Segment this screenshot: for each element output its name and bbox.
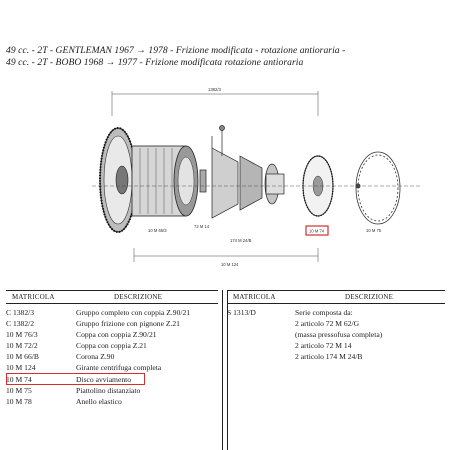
row-code: C 1382/3 bbox=[6, 308, 35, 317]
row-description: Piattolino distanziato bbox=[76, 386, 141, 395]
label-highlighted-part: 10 M 74 bbox=[309, 228, 325, 234]
row-code: 10 M 74 bbox=[6, 375, 32, 384]
table-top-rule bbox=[227, 290, 445, 291]
label-bottom-dimension: 10 M 124 bbox=[221, 262, 239, 267]
header-line-bobo: 49 cc. - 2T - BOBO 1968 → 1977 - Frizione modificata rotazione antioraria bbox=[6, 57, 304, 68]
row-code: 10 M 75 bbox=[6, 386, 32, 395]
hub-part bbox=[265, 164, 284, 204]
row-code: S 1313/D bbox=[227, 308, 256, 317]
row-code: 10 M 66/B bbox=[6, 352, 39, 361]
row-description: Gruppo completo con coppia Z.90/21 bbox=[76, 308, 191, 317]
clutch-exploded-diagram bbox=[0, 76, 450, 276]
label-center-b: 174 M 24/B bbox=[230, 238, 252, 243]
row-description: (massa pressofusa completa) bbox=[295, 330, 383, 339]
table-top-rule bbox=[6, 290, 218, 291]
centrifugal-rotor-part bbox=[200, 126, 262, 219]
table-separator-left bbox=[222, 290, 223, 450]
row-description: Serie composta da: bbox=[295, 308, 353, 317]
row-description: Anello elastico bbox=[76, 397, 122, 406]
row-description: Disco avviamento bbox=[76, 375, 132, 384]
table-header-rule bbox=[227, 303, 445, 304]
ring-gear-part bbox=[100, 128, 136, 232]
bottom-dimension-line bbox=[134, 248, 318, 262]
header-line-gentleman: 49 cc. - 2T - GENTLEMAN 1967 → 1978 - Frizione modificata - rotazione antioraria - bbox=[6, 45, 346, 56]
row-code: 10 M 124 bbox=[6, 363, 36, 372]
table-header-rule bbox=[6, 303, 218, 304]
clutch-drum-part bbox=[132, 146, 198, 216]
row-description: 2 articolo 72 M 14 bbox=[295, 341, 352, 350]
label-center-a: 72 M 14 bbox=[194, 224, 210, 229]
row-description: Coppa con coppia Z.21 bbox=[76, 341, 147, 350]
row-code: 10 M 76/3 bbox=[6, 330, 38, 339]
circlip-part bbox=[356, 184, 361, 189]
table-row bbox=[227, 352, 445, 364]
label-top-dimension: 1382/3 bbox=[208, 87, 221, 92]
row-description: 2 articolo 174 M 24/B bbox=[295, 352, 363, 361]
row-description: Corona Z.90 bbox=[76, 352, 115, 361]
column-header-code: MATRICOLA bbox=[233, 293, 276, 301]
table-row bbox=[6, 397, 218, 409]
row-code: C 1382/2 bbox=[6, 319, 35, 328]
row-description: Coppa con coppia Z.90/21 bbox=[76, 330, 157, 339]
row-code: 10 M 78 bbox=[6, 397, 32, 406]
column-header-description: DESCRIZIONE bbox=[114, 293, 163, 301]
row-description: 2 articolo 72 M 62/G bbox=[295, 319, 360, 328]
row-description: Gruppo frizione con pignone Z.21 bbox=[76, 319, 180, 328]
row-code: 10 M 72/2 bbox=[6, 341, 38, 350]
label-right-part: 10 M 75 bbox=[366, 228, 382, 233]
column-header-description: DESCRIZIONE bbox=[345, 293, 394, 301]
row-description: Girante centrifuga completa bbox=[76, 363, 162, 372]
highlight-box-table-row bbox=[6, 373, 145, 385]
spacer-plate-part bbox=[356, 152, 400, 224]
top-dimension-line bbox=[112, 91, 318, 116]
column-header-code: MATRICOLA bbox=[12, 293, 55, 301]
label-left-part: 10 M 65/3 bbox=[148, 228, 167, 233]
